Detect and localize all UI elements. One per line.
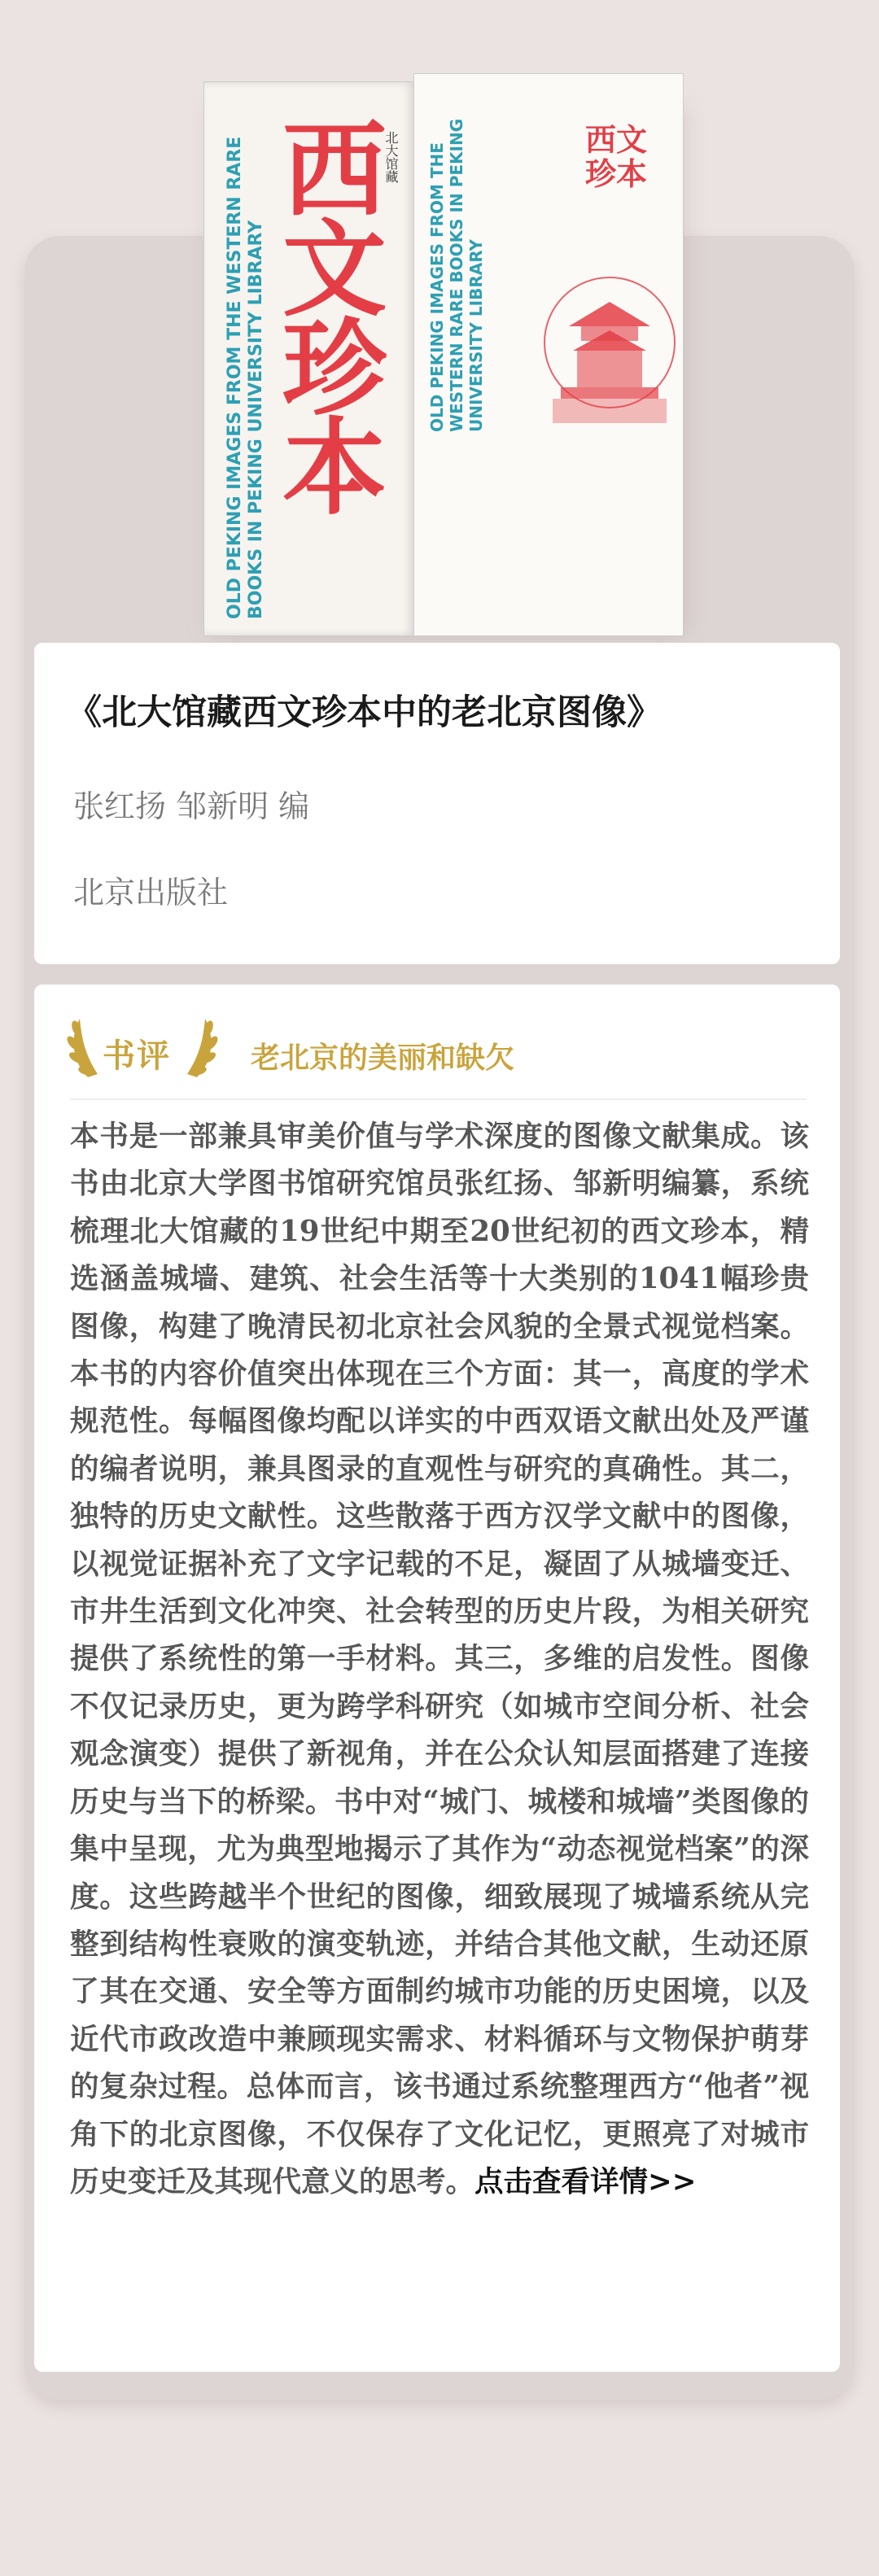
book-cover-image	[195, 73, 684, 619]
pagoda-stamp-icon	[536, 261, 683, 440]
spine-tag: 北大馆藏	[383, 131, 399, 183]
review-header	[59, 1006, 816, 1087]
book-author: 张红扬 邹新明 编	[73, 788, 310, 824]
spine-chinese-title: 西文珍本	[265, 115, 387, 512]
book-info-card	[34, 643, 840, 964]
review-card	[34, 985, 840, 2372]
spine-english-title: OLD PEKING IMAGES FROM THE WESTERN RARE BOOKS IN PEKING UNIVERSITY LIBRARY	[225, 136, 266, 619]
book-front-cover	[413, 73, 684, 636]
review-text: 本书是一部兼具审美价值与学术深度的图像文献集成。该书由北京大学图书馆研究馆员张红扬、邹新明编纂，系统梳理北大馆藏的19世纪中期至20世纪初的西文珍本，精选涵盖城墙、建筑、社会生活等十大类别的1041幅珍贵图像，构建了晚清民初北京社会风貌的全景式视觉档案。本书的内容价值突出体现在三个方面：其一，高度的学术规范性。每幅图像均配以详实的中西双语文献出处及严谨的编者说明，兼具图录的直观性与研究的真确性。其二，独特的历史文献性。这些散落于西方汉学文献中的图像，以视觉证据补充了文字记载的不足，凝固了从城墙变迁、市井生活到文化冲突、社会转型的历史片段，为相关研究提供了系统性的第一手材料。其三，多维的启发性。图像不仅记录历史，更为跨学科研究（如城市空间分析、社会观念演变）提供了新视角，并在公众认知层面搭建了连接历史与当下的桥梁。书中对“城门、城楼和城墙”类图像的集中呈现，尤为典型地揭示了其作为“动态视觉档案”的深度。这些跨越半个世纪的图像，细致展现了城墙系统从完整到结构性衰败的演变轨迹，并结合其他文献，生动还原了其在交通、安全等方面制约城市功能的历史困境，以及近代市政改造中兼顾现实需求、材料循环与文物保护萌芽的复杂过程。总体而言，该书通过系统整理西方“他者”视角下的北京图像，不仅保存了文化记忆，更照亮了对城市历史变迁及其现代意义的思考。	[70, 1120, 809, 2198]
cover-english-title: OLD PEKING IMAGES FROM THE WESTERN RARE BOOKS IN PEKING UNIVERSITY LIBRARY	[427, 118, 486, 432]
book-spine	[203, 81, 415, 636]
cover-small-title: 西文珍本	[585, 121, 648, 192]
review-divider	[70, 1098, 807, 1100]
book-publisher: 北京出版社	[73, 875, 229, 910]
view-details-link[interactable]: 点击查看详情>>	[474, 2164, 697, 2198]
review-badge: 书评	[103, 1037, 171, 1075]
review-subtitle: 老北京的美丽和缺欠	[251, 1041, 515, 1075]
review-body	[70, 1113, 809, 2206]
book-title: 《北大馆藏西文珍本中的老北京图像》	[67, 692, 662, 733]
